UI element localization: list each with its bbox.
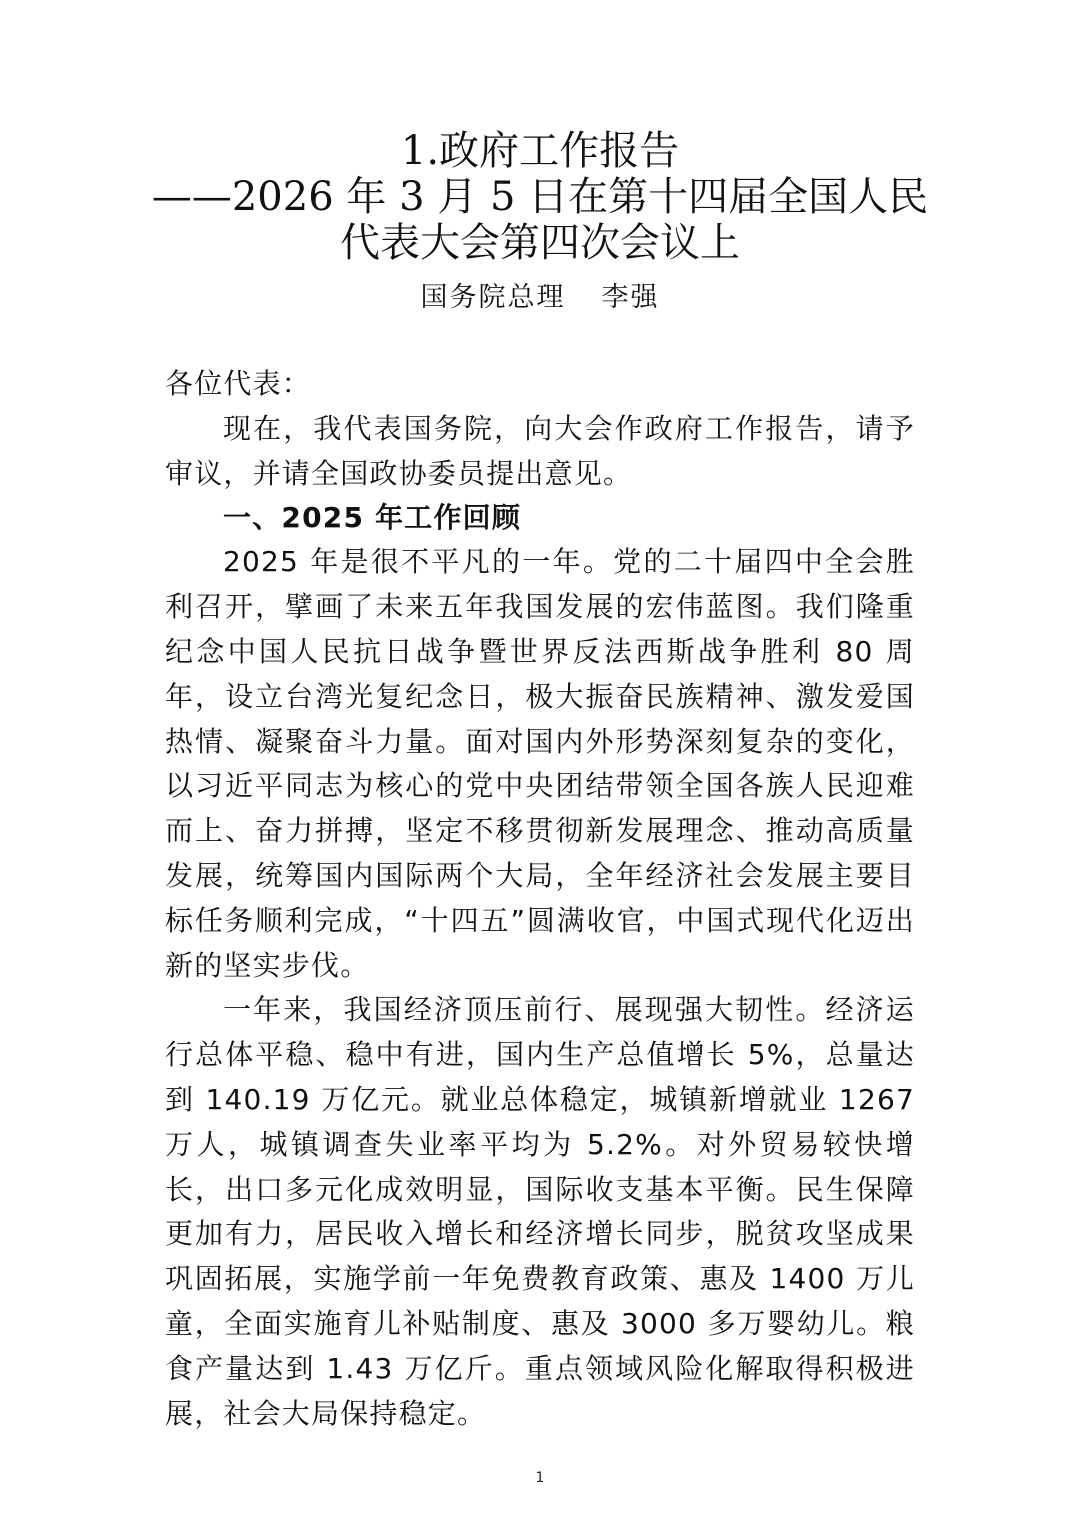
author-position: 国务院总理 xyxy=(420,282,566,313)
body-paragraph: 2025 年是很不平凡的一年。党的二十届四中全会胜利召开，擘画了未来五年我国发展的宏伟蓝图。我们隆重纪念中国人民抗日战争暨世界反法西斯战争胜利 80 周年，设立台湾光复纪念日，极大振奋民族精神、激发爱国热情、凝聚奋斗力量。面对国内外形势深刻复杂的变化，以习近平同志为核心的党中央团结带领全国各族人民迎难而上、奋力拼搏，坚定不移贯彻新发展理念、推动高质量发展，统筹国内国际两个大局，全年经济社会发展主要目标任务顺利完成，“十四五”圆满收官，中国式现代化迈出新的坚实步伐。 xyxy=(165,545,915,982)
document-title xyxy=(80,128,1000,266)
author-name: 李强 xyxy=(601,282,660,313)
subtitle-line: ——2026 年 3 月 5 日在第十四届全国人民 xyxy=(151,174,929,220)
subtitle-line: 代表大会第四次会议上 xyxy=(340,220,740,266)
title-line: 1.政府工作报告 xyxy=(400,128,680,174)
body-paragraph: 一年来，我国经济顶压前行、展现强大韧性。经济运行总体平稳、稳中有进，国内生产总值增长 5%，总量达到 140.19 万亿元。就业总体稳定，城镇新增就业 1267 万人，城镇调查失业率平均为 5.2%。对外贸易较快增长，出口多元化成效明显，国际收支基本平衡。民生保障更加有力，居民收入增长和经济增长同步，脱贫攻坚成果巩固拓展，实施学前一年免费教育政策、惠及 1400 万儿童，全面实施育儿补贴制度、惠及 3000 多万婴幼儿。粮食产量达到 1.43 万亿斤。重点领域风险化解取得积极进展，社会大局保持稳定。 xyxy=(165,993,915,1430)
author-line xyxy=(0,275,1080,314)
page-number: 1 xyxy=(535,1470,545,1486)
report-body xyxy=(165,362,915,1436)
salutation: 各位代表： xyxy=(165,367,312,400)
section-heading: 一、2025 年工作回顾 xyxy=(223,501,522,535)
intro-paragraph: 现在，我代表国务院，向大会作政府工作报告，请予审议，并请全国政协委员提出意见。 xyxy=(165,411,915,490)
